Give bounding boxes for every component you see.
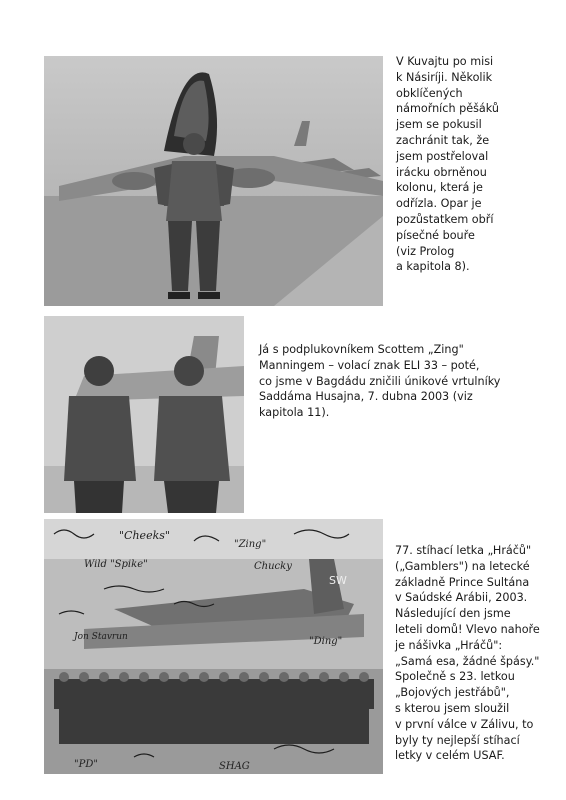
signature-wild-spike: Wild "Spike" (84, 559, 148, 570)
signature-ding: "Ding" (309, 636, 343, 647)
caption-kuwait: V Kuvajtu po misi k Násiríji. Několik obklíčených námořních pěšáků jsem se pokusil zachránit tak, že jsem postřeloval irácku obrněnou kolonu, která je odřízla. Opar je pozůstatkem obří písečné bouře (viz Prolog a kapitola 8). (396, 55, 499, 274)
signature-chucky: Chucky (254, 561, 292, 572)
photo-pilot-kuwait (44, 56, 383, 306)
signature-cheeks: "Cheeks" (119, 529, 170, 542)
photo-two-pilots (44, 316, 244, 513)
photo-squadron-signed (44, 519, 383, 774)
tail-code: SW (329, 574, 347, 587)
caption-squadron: 77. stíhací letka „Hráčů" („Gamblers") na letecké základně Prince Sultána v Saúdské Arábii, 2003. Následující den jsme leteli domů! Vlevo nahoře je nášivka „Hráčů": „Samá esa, žádné špásy." Společně s 23. letkou „Bojových jestřábů", s kterou jsem sloužil v první válce v Zálivu, to byly ty nejlepší stíhací letky v celém USAF. (395, 544, 540, 763)
caption-manning: Já s podplukovníkem Scottem „Zing" Manningem – volací znak ELI 33 – poté, co jsme v Bagdádu zničili únikové vrtulníky Saddáma Husajna, 7. dubna 2003 (viz kapitola 11). (259, 343, 501, 420)
signature-stavrun: Jon Stavrun (74, 632, 128, 642)
signature-zing: "Zing" (234, 539, 267, 550)
signature-shag: SHAG (219, 761, 250, 772)
signature-pd: "PD" (74, 759, 98, 770)
